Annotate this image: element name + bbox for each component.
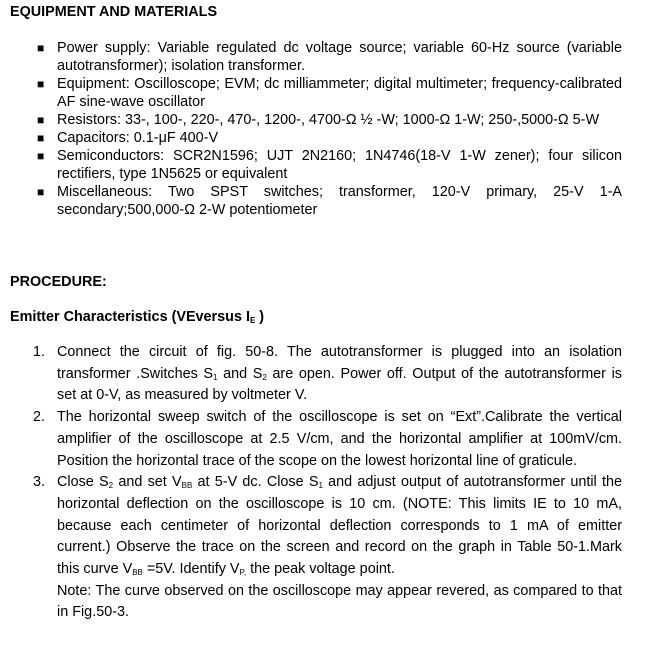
step-item — [0, 342, 622, 407]
list-item — [0, 75, 622, 111]
step-text: The horizontal sweep switch of the oscilloscope is set on “Ext”.Calibrate the vertical amplifier of the oscilloscope at 2.5 V/cm, and the horizontal amplifier at 100mV/cm. Position the horizontal trace of the scope on the lowest horizontal line of graticule. — [57, 409, 622, 469]
equipment-heading: EQUIPMENT AND MATERIALS — [10, 4, 218, 20]
procedure-steps — [0, 342, 622, 624]
subheading-end: ) — [255, 309, 265, 325]
step-text: are open. Power off. Output of the autotransformer is set at 0-V, as measured by voltmeter V. — [57, 365, 622, 404]
item-text: Semiconductors: SCR2N1596; UJT 2N2160; 1N4746(18-V 1-W zener); four silicon rectifiers, type 1N5625 or equivalent — [57, 148, 622, 182]
list-item — [0, 111, 622, 129]
subheading-text: Emitter Characteristics (VEversus I — [10, 309, 250, 325]
list-item — [0, 129, 622, 147]
step-text: the peak voltage point. — [246, 561, 395, 578]
list-item — [0, 147, 622, 183]
subheading-subscript: E — [249, 316, 256, 325]
item-text: Equipment: Oscilloscope; EVM; dc milliammeter; digital multimeter; frequency-calibrated AF sine-wave oscillator — [57, 76, 622, 110]
subscript: BB — [181, 481, 193, 491]
bullet-icon: ■ — [37, 149, 45, 163]
subscript: 2 — [262, 372, 267, 382]
list-item — [0, 39, 622, 75]
item-text: Capacitors: 0.1-μF 400-V — [57, 130, 219, 146]
subscript: BB — [132, 568, 143, 578]
step-text: and adjust output of autotransformer until the horizontal deflection on the oscilloscope is 10 cm. (NOTE: This limits IE to 10 mA, because each centimeter of horizontal deflection corresponds to 1 mA of emitter current.) Observe the trace on the screen and record on the graph in Table 50-1.Mark this curve V — [57, 474, 622, 578]
subscript: 1 — [318, 481, 323, 491]
subscript: P, — [239, 568, 247, 578]
step-text: Connect the circuit of fig. 50-8. The autotransformer is plugged into an isolation transformer .Switches S — [57, 344, 622, 382]
bullet-icon: ■ — [37, 77, 45, 91]
step-item — [0, 472, 622, 624]
list-item — [0, 183, 622, 219]
procedure-heading: PROCEDURE: — [10, 274, 107, 290]
bullet-icon: ■ — [37, 131, 45, 145]
step-note: Note: The curve observed on the oscilloscope may appear revered, as compared to that in Fig.50-3. — [57, 582, 622, 621]
emitter-characteristics-heading — [10, 308, 264, 326]
step-text: and set V — [113, 474, 182, 491]
step-number: 2. — [33, 409, 46, 426]
item-text: Resistors: 33-, 100-, 220-, 470-, 1200-, 4700-Ω ½ -W; 1000-Ω 1-W; 250-,5000-Ω 5-W — [57, 112, 600, 128]
item-text: Miscellaneous: Two SPST switches; transformer, 120-V primary, 25-V 1-A secondary;500,000-Ω 2-W potentiometer — [57, 184, 622, 218]
step-number: 1. — [33, 344, 46, 360]
subscript: 2 — [108, 481, 114, 491]
bullet-icon: ■ — [37, 185, 45, 199]
step-number: 3. — [33, 474, 46, 491]
materials-list — [0, 39, 622, 219]
step-text: and S — [217, 365, 263, 382]
subscript: 1 — [213, 372, 218, 382]
item-text: Power supply: Variable regulated dc voltage source; variable 60-Hz source (variable autotransformer); isolation transformer. — [57, 40, 622, 74]
bullet-icon: ■ — [37, 41, 45, 55]
step-text: =5V. Identify V — [142, 561, 240, 578]
step-text: Close S — [57, 474, 109, 491]
bullet-icon: ■ — [37, 113, 45, 127]
step-item — [0, 407, 622, 472]
step-text: at 5-V dc. Close S — [192, 474, 319, 491]
